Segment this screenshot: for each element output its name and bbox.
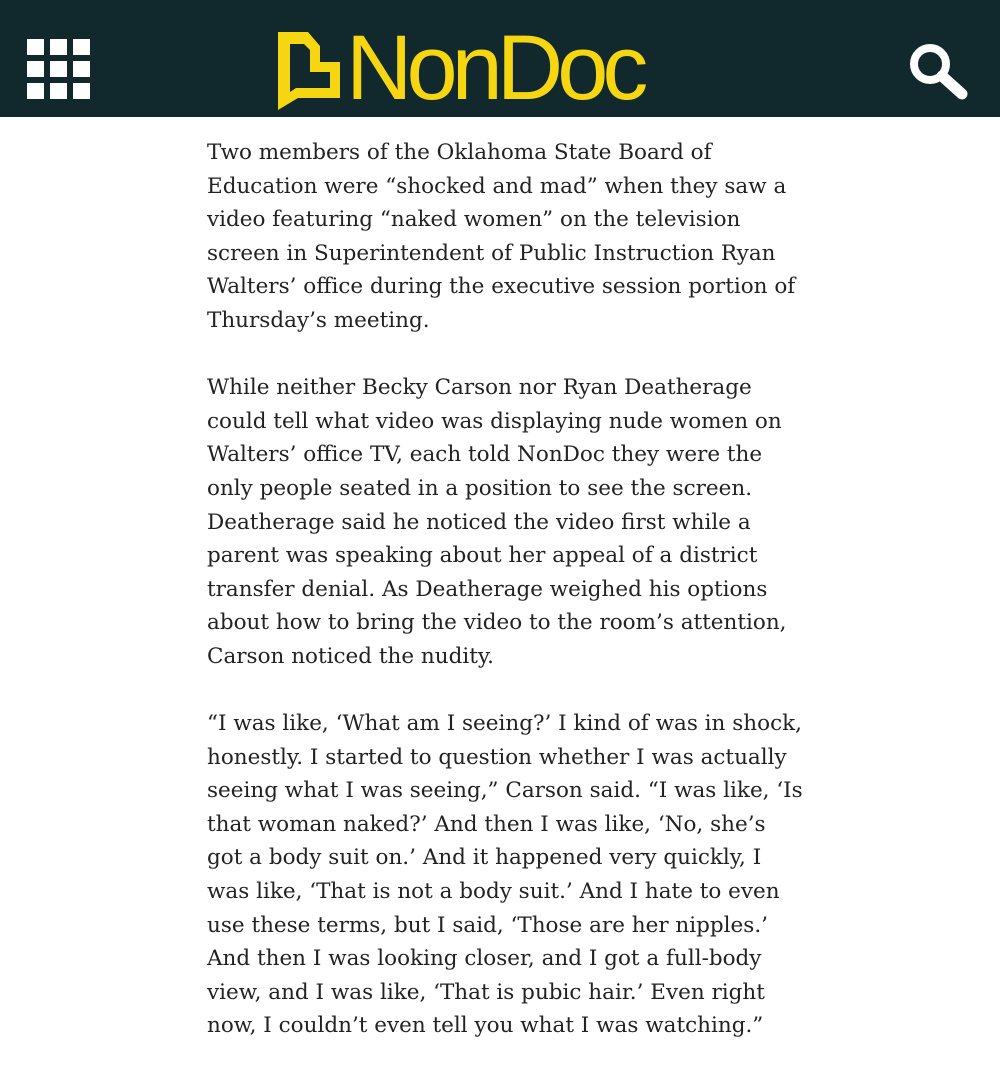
article-paragraph: “I was like, ‘What am I seeing?’ I kind of was in shock, honestly. I started to question whether I was actually seeing what I was seeing,” Carson said. “I was like, ‘Is that woman naked?’ And then I was like, ‘No, she’s got a body suit on.’ And it happened very quickly, I was like, ‘That is not a body suit.’ And I hate to even use these terms, but I said, ‘Those are her nipples.’ And then I was looking closer, and I got a full-body view, and I was like, ‘That is pubic hair.’ Even right now, I couldn’t even tell you what I was watching.” xyxy=(207,711,803,1039)
site-logo[interactable] xyxy=(270,17,740,119)
site-header xyxy=(0,0,1000,117)
article-paragraph: Two members of the Oklahoma State Board of Education were “shocked and mad” when they saw a video featuring “naked women” on the television screen in Superintendent of Public Instruction Ryan Walters’ office during the executive session portion of Thursday’s meeting. xyxy=(207,140,796,333)
article-body xyxy=(207,136,807,1077)
grid-menu-icon[interactable] xyxy=(27,39,90,99)
document-bubble-icon xyxy=(270,26,350,114)
search-icon[interactable] xyxy=(906,40,970,100)
article-paragraph: While neither Becky Carson nor Ryan Deatherage could tell what video was displaying nude women on Walters’ office TV, each told NonDoc they were the only people seated in a position to see the screen. Deatherage said he noticed the video first while a parent was speaking about her appeal of a district transfer denial. As Deatherage weighed his options about how to bring the video to the room’s attention, Carson noticed the nudity. xyxy=(207,375,787,669)
logo-text: NonDoc xyxy=(346,17,643,119)
